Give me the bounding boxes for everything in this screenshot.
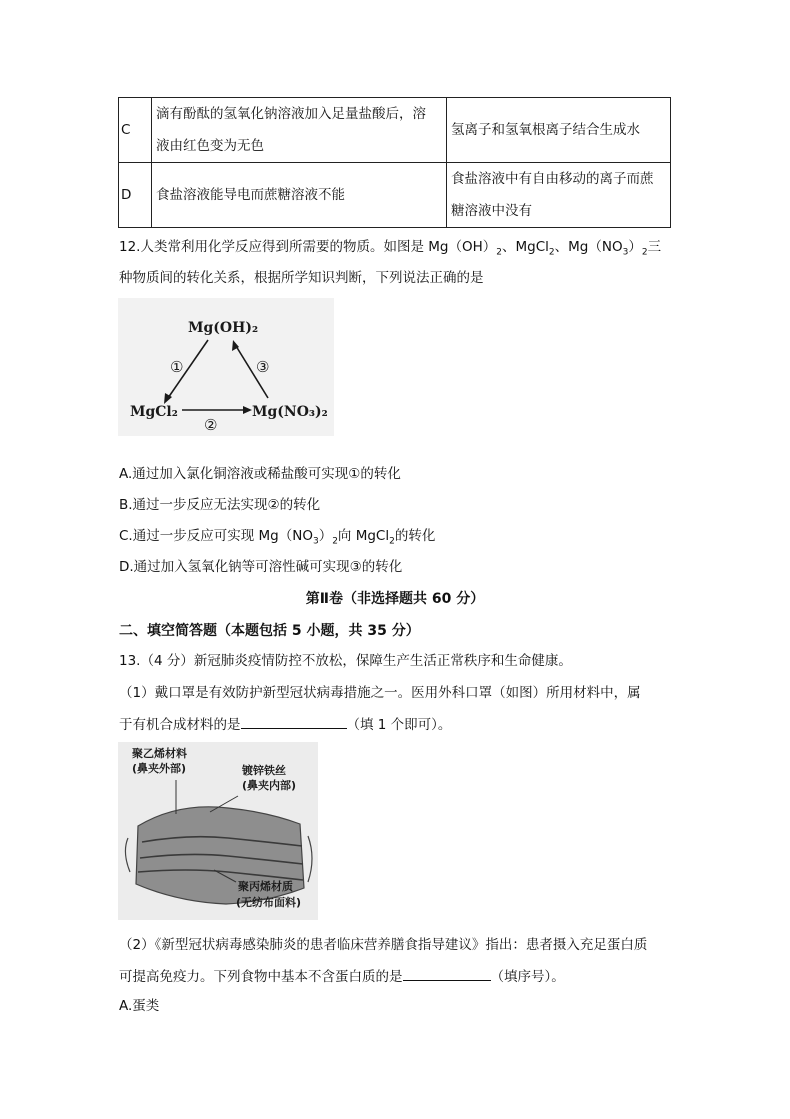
q13-part1-line1: （1）戴口罩是有效防护新型冠状病毒措施之一。医用外科口罩（如图）所用材料中，属 <box>119 685 641 701</box>
label-wire-line2: (鼻夹内部) <box>242 779 297 792</box>
table-row <box>119 163 671 228</box>
q13-part2-line2: 可提高免疫力。下列食物中基本不含蛋白质的是 （填序号）。 <box>119 966 565 987</box>
options-table <box>118 97 671 228</box>
diagram-mg-no3-2: Mg(NO₃)₂ <box>252 404 328 420</box>
label-pe-line2: (鼻夹外部) <box>132 762 187 775</box>
q12-stem-line2: 种物质间的转化关系，根据所学知识判断，下列说法正确的是 <box>119 270 484 286</box>
expl-line: 食盐溶液中有自由移动的离子而蔗 <box>451 171 654 187</box>
q13-intro: 13.（4 分）新冠肺炎疫情防控不放松，保障生产生活正常秩序和生命健康。 <box>119 653 572 669</box>
desc-line: 滴有酚酞的氢氧化钠溶液加入足量盐酸后，溶 <box>156 106 426 122</box>
q13-part1-line2: 于有机合成材料的是 （填 1 个即可）。 <box>119 714 451 735</box>
section-title: 第Ⅱ卷（非选择题共 60 分） <box>305 591 485 607</box>
label-pp-line2: (无纺布面料) <box>236 896 302 909</box>
mask-figure <box>118 742 318 920</box>
q13-part2-option-a: A.蛋类 <box>119 998 160 1014</box>
q12-option-c: C.通过一步反应可实现 $Mg(NO_3)_2$向 MgCl$_2$的转化 <box>119 528 436 547</box>
row-letter: D <box>119 163 152 228</box>
diagram-mgcl2: MgCl₂ <box>130 404 178 420</box>
label-pe-line1: 聚乙烯材料 <box>132 747 187 760</box>
label-wire-line1: 镀锌铁丝 <box>242 764 286 777</box>
q12-option-b: B.通过一步反应无法实现②的转化 <box>119 497 321 513</box>
step-2-label: ② <box>204 416 218 434</box>
row-description <box>152 163 447 228</box>
diagram-mg-oh2: Mg(OH)₂ <box>188 320 259 336</box>
conversion-diagram <box>118 298 334 436</box>
row-explanation <box>447 98 671 163</box>
row-explanation <box>447 163 671 228</box>
answer-blank-2[interactable] <box>403 966 491 981</box>
step-1-label: ① <box>170 358 184 376</box>
section-subtitle: 二、填空简答题（本题包括 5 小题，共 35 分） <box>119 623 420 639</box>
q12-stem-line1: 12.人类常利用化学反应得到所需要的物质。如图是 $Mg(OH)_2$、MgCl$_2$、$Mg(NO_3)_2$三 <box>119 239 662 258</box>
row-description <box>152 98 447 163</box>
expl-line: 糖溶液中没有 <box>451 203 532 219</box>
row-letter: C <box>119 98 152 163</box>
q13-part2-line1: （2）《新型冠状病毒感染肺炎的患者临床营养膳食指导建议》指出：患者摄入充足蛋白质 <box>119 937 648 953</box>
table-row <box>119 98 671 163</box>
answer-blank-1[interactable] <box>241 714 347 729</box>
label-pp-line1: 聚丙烯材质 <box>238 880 293 893</box>
desc-line: 食盐溶液能导电而蔗糖溶液不能 <box>156 187 345 203</box>
q12-option-d: D.通过加入氢氧化钠等可溶性碱可实现③的转化 <box>119 559 403 575</box>
q12-option-a: A.通过加入氯化铜溶液或稀盐酸可实现①的转化 <box>119 466 401 482</box>
step-3-label: ③ <box>256 358 270 376</box>
expl-line: 氢离子和氢氧根离子结合生成水 <box>451 122 640 138</box>
desc-line: 液由红色变为无色 <box>156 138 264 154</box>
